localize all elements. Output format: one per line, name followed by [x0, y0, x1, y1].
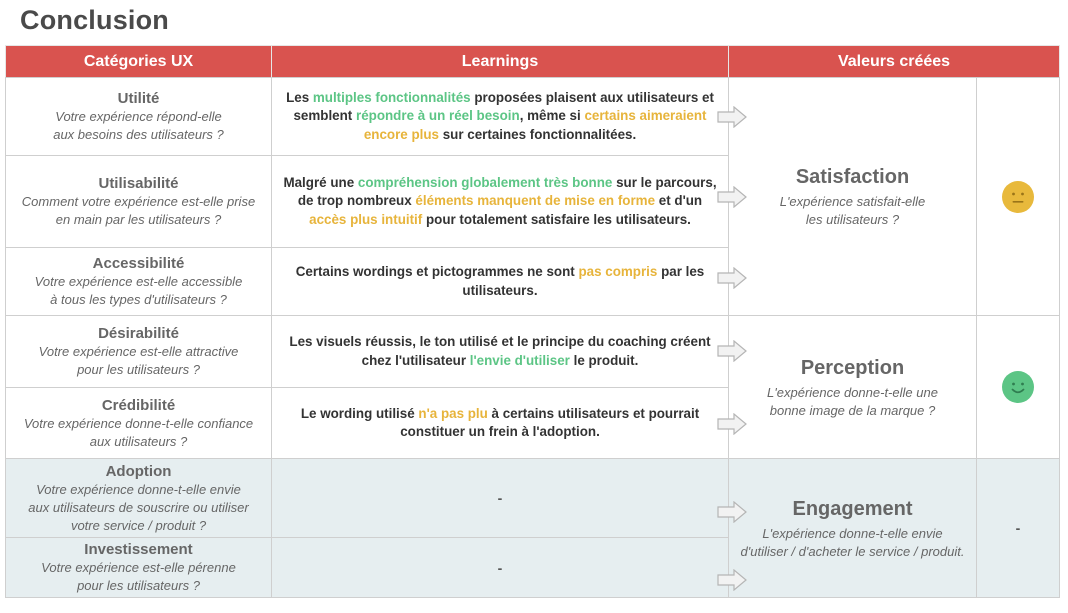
learning-empty: - [497, 559, 503, 576]
category-investissement [5, 537, 272, 598]
learning-line [289, 352, 710, 371]
learning-segment: Les visuels réussis, le ton utilisé et le principe du coaching créent [289, 334, 711, 349]
face-background [1002, 371, 1034, 403]
learning-segment: par les [657, 264, 705, 279]
learning-line [296, 282, 705, 301]
highlight-improvement: encore plus [363, 126, 439, 142]
learning-segment: de trop nombreux [297, 193, 416, 209]
learning-accessibilite [271, 247, 729, 316]
learning-text [275, 174, 724, 230]
category-question-line: Votre expérience est-elle attractive [38, 344, 239, 359]
learning-segment: le produit. [569, 352, 639, 368]
highlight-positive: l'envie d'utiliser [469, 352, 570, 368]
value-question-line: L'expérience satisfait-elle [779, 194, 926, 209]
learning-adoption [271, 458, 729, 538]
header-learnings [271, 45, 729, 78]
header-categories [5, 45, 272, 78]
learning-segment: Malgré une [283, 174, 358, 190]
face-eye [1021, 192, 1024, 195]
learning-segment: Le wording utilisé [300, 405, 419, 421]
arrow-right-icon [717, 106, 747, 128]
learning-text [281, 333, 718, 370]
category-question-line: en main par les utilisateurs ? [55, 212, 222, 227]
learning-line [286, 89, 714, 108]
highlight-improvement: n'a pas plu [418, 405, 488, 421]
category-question-line: aux besoins des utilisateurs ? [53, 127, 224, 142]
category-question-line: aux utilisateurs ? [89, 433, 188, 449]
learning-segment: pour totalement satisfaire les utilisateurs. [422, 211, 691, 227]
learning-segment: Certains wordings et pictogrammes ne sont [295, 264, 579, 279]
category-question-line: votre service / produit ? [70, 517, 207, 533]
value-question [767, 384, 938, 420]
learning-credibilite [271, 387, 729, 459]
highlight-positive: multiples fonctionnalités [312, 89, 471, 105]
face-eye [1021, 383, 1024, 386]
highlight-improvement: éléments manquent de mise en forme [415, 193, 656, 209]
value-engagement [728, 458, 977, 598]
arrow-right-icon [717, 569, 747, 591]
highlight-positive: compréhension globalement très bonne [357, 174, 613, 190]
learning-line [283, 174, 716, 193]
learning-text [278, 89, 722, 145]
learning-utilite [271, 77, 729, 156]
learning-utilisabilite [271, 155, 729, 248]
category-desirabilite [5, 315, 272, 388]
learning-line [301, 423, 699, 442]
value-question [741, 525, 965, 561]
category-name: Crédibilité [101, 396, 176, 414]
value-question-line: les utilisateurs ? [805, 212, 900, 227]
arrow-right-icon [717, 413, 747, 435]
value-question-line: d'utiliser / d'acheter le service / produit. [740, 543, 965, 559]
highlight-improvement: certains aimeraient [584, 108, 707, 124]
learning-segment: à certains utilisateurs et pourrait [487, 405, 700, 421]
learning-line [286, 107, 714, 126]
neutral-face-icon [1002, 181, 1034, 213]
value-perception [728, 315, 977, 459]
learning-segment: utilisateurs. [462, 282, 538, 298]
rating-empty: - [1015, 520, 1021, 536]
category-name: Désirabilité [98, 325, 179, 342]
category-adoption [5, 458, 272, 538]
category-question-line: Votre expérience est-elle accessible [34, 274, 243, 289]
header-values-label: Valeurs créées [837, 52, 951, 70]
learning-segment: , même si [519, 108, 585, 124]
value-question-line: bonne image de la marque ? [769, 402, 936, 418]
value-question [780, 193, 926, 229]
category-name: Accessibilité [92, 255, 185, 272]
header-learnings-label: Learnings [461, 52, 539, 70]
category-question-line: Votre expérience est-elle pérenne [41, 560, 236, 575]
highlight-improvement: pas compris [578, 264, 658, 279]
learning-segment: semblent [293, 108, 356, 124]
category-question-line: pour les utilisateurs ? [77, 578, 200, 593]
category-name: Investissement [84, 541, 193, 558]
rating-perception [976, 315, 1060, 459]
learning-segment: Les [286, 89, 313, 105]
value-satisfaction [728, 77, 977, 316]
category-name: Utilisabilité [98, 175, 179, 192]
face-mouth [1013, 201, 1024, 203]
category-utilite [5, 77, 272, 156]
learning-line [283, 211, 716, 230]
category-utilisabilite [5, 155, 272, 248]
header-values [728, 45, 1060, 78]
page-title: Conclusion [20, 5, 169, 35]
value-question-line: L'expérience donne-t-elle une [767, 384, 938, 400]
rating-engagement [976, 458, 1060, 598]
value-name: Perception [800, 356, 905, 379]
face-eye [1012, 383, 1015, 386]
learning-line [286, 126, 714, 145]
learning-segment: constituer un frein à l'adoption. [400, 424, 600, 439]
learning-investissement [271, 537, 729, 598]
learning-text [288, 263, 713, 300]
learning-empty: - [497, 490, 503, 506]
category-credibilite [5, 387, 272, 459]
learning-segment: sur certaines fonctionnalitées. [438, 126, 637, 142]
arrow-right-icon [717, 186, 747, 208]
category-question-line: Votre expérience donne-t-elle envie [36, 481, 241, 497]
category-name: Adoption [105, 462, 172, 480]
arrow-right-icon [717, 501, 747, 523]
value-name: Satisfaction [795, 166, 910, 188]
learning-desirabilite [271, 315, 729, 388]
header-categories-label: Catégories UX [83, 52, 194, 70]
learning-line [289, 333, 710, 352]
highlight-positive: répondre à un réel besoin [355, 108, 520, 124]
category-question-line: Comment votre expérience est-elle prise [21, 194, 256, 209]
face-background [1002, 181, 1034, 213]
learning-segment: et d'un [655, 193, 703, 209]
smiling-face-icon [1002, 371, 1034, 403]
rating-satisfaction [976, 77, 1060, 316]
learning-line [301, 405, 699, 424]
value-name: Engagement [792, 497, 913, 520]
category-question-line: aux utilisateurs de souscrire ou utiliser [28, 499, 249, 515]
learning-segment: proposées plaisent aux utilisateurs et [470, 89, 714, 105]
arrow-right-icon [717, 340, 747, 362]
learning-text [293, 405, 707, 442]
highlight-improvement: accès plus intuitif [309, 211, 423, 227]
value-question-line: L'expérience donne-t-elle envie [762, 525, 943, 541]
category-question-line: à tous les types d'utilisateurs ? [50, 292, 227, 307]
learning-segment: chez l'utilisateur [361, 352, 470, 368]
category-name: Utilité [117, 90, 160, 107]
category-question-line: Votre expérience donne-t-elle confiance [23, 415, 254, 431]
conclusion-table [5, 45, 1060, 598]
learning-line [283, 192, 716, 211]
arrow-right-icon [717, 267, 747, 289]
category-question-line: pour les utilisateurs ? [77, 362, 200, 377]
learning-line [296, 263, 705, 282]
learning-segment: sur le parcours, [612, 174, 717, 190]
face-eye [1012, 192, 1015, 195]
category-accessibilite [5, 247, 272, 316]
category-question-line: Votre expérience répond-elle [55, 109, 222, 124]
